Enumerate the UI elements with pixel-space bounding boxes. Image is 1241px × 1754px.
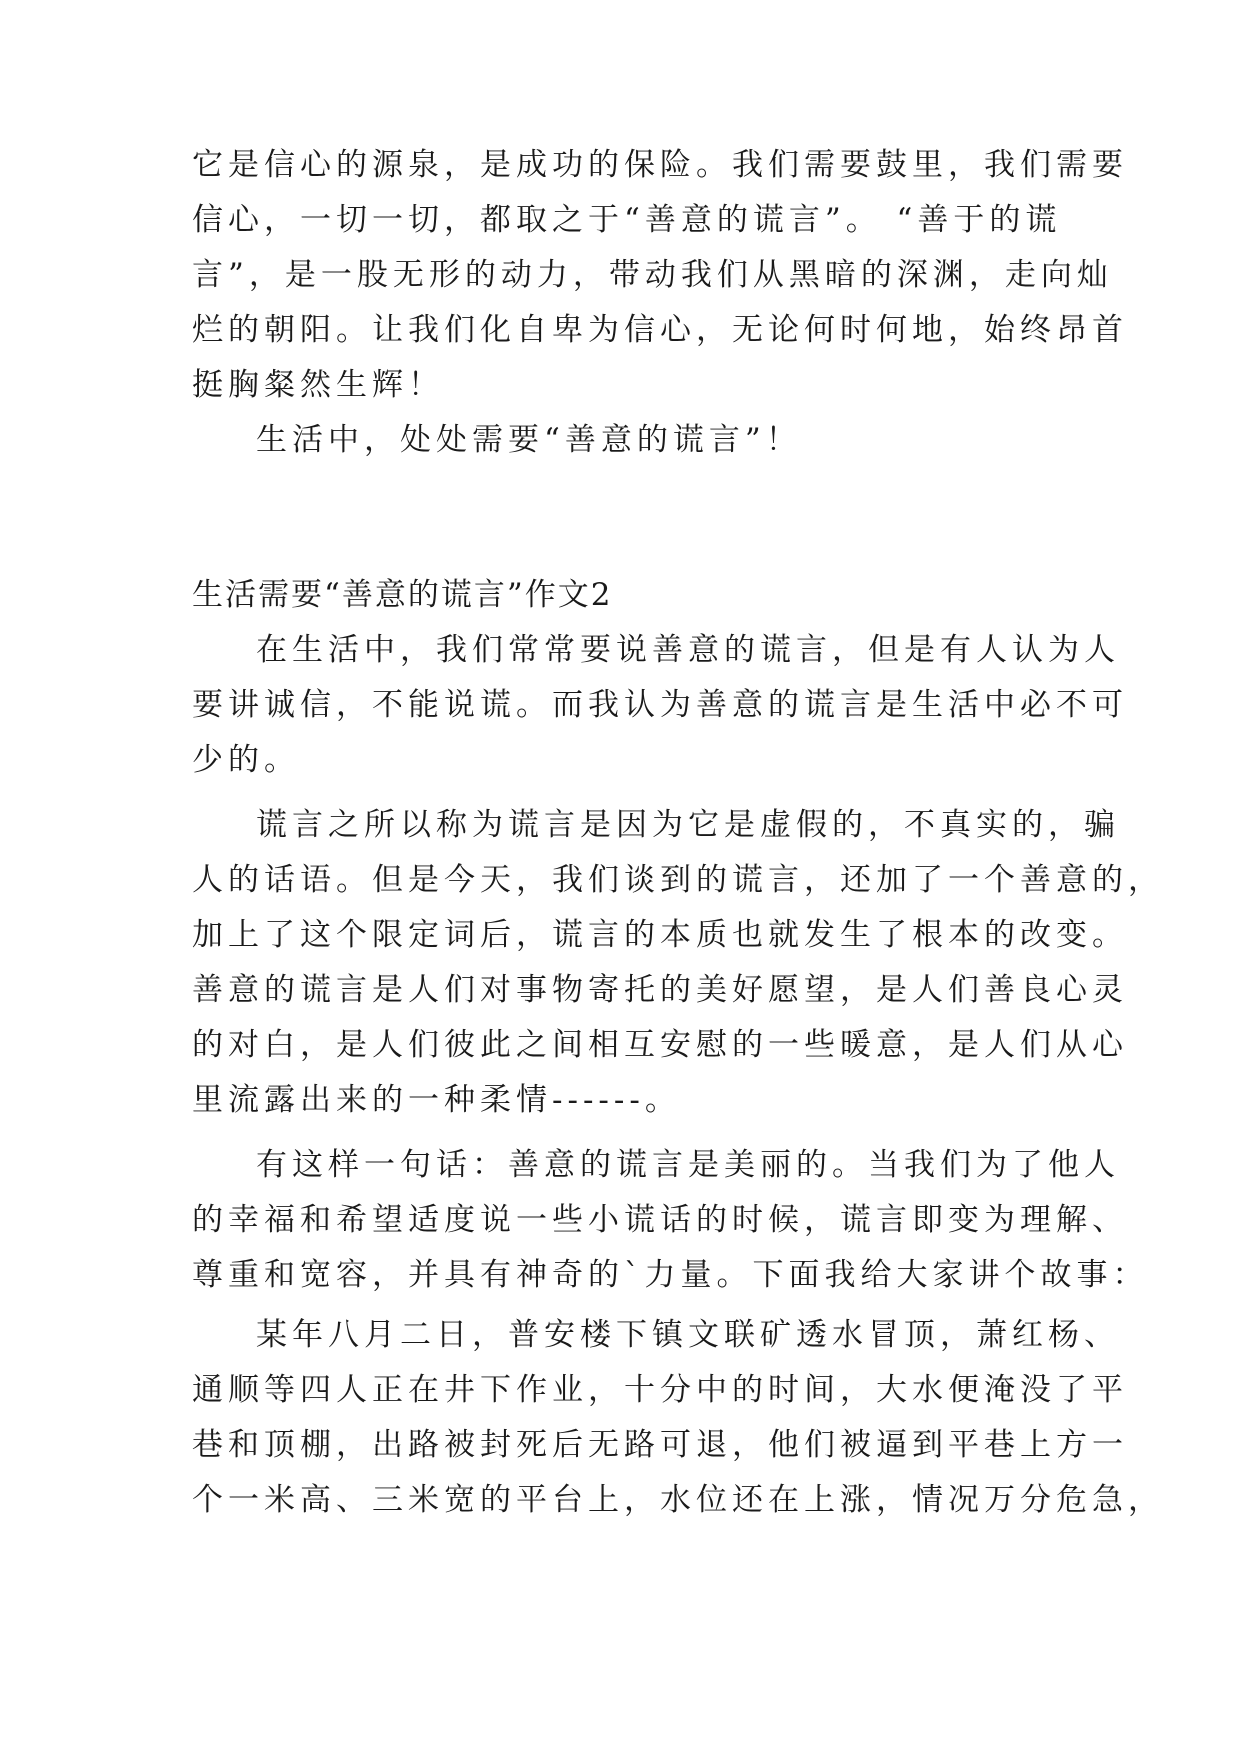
paragraph-line: 加上了这个限定词后，谎言的本质也就发生了根本的改变。 [192, 917, 1128, 953]
paragraph-line: 谎言之所以称为谎言是因为它是虚假的，不真实的，骗 [256, 807, 1120, 843]
paragraph-line: 烂的朝阳。让我们化自卑为信心，无论何时何地，始终昂首 [192, 312, 1128, 348]
paragraph-line: 尊重和宽容，并具有神奇的`力量。下面我给大家讲个故事： [192, 1257, 1149, 1293]
paragraph-line: 巷和顶棚，出路被封死后无路可退，他们被逼到平巷上方一 [192, 1427, 1128, 1463]
paragraph-line: 言”，是一股无形的动力，带动我们从黑暗的深渊，走向灿 [192, 257, 1113, 293]
paragraph-line: 生活中，处处需要“善意的谎言”！ [256, 422, 802, 458]
paragraph-line: 少的。 [192, 742, 300, 778]
paragraph-line: 它是信心的源泉，是成功的保险。我们需要鼓里，我们需要 [192, 147, 1128, 183]
paragraph-line: 某年八月二日，普安楼下镇文联矿透水冒顶，萧红杨、 [256, 1317, 1120, 1353]
paragraph-line: 有这样一句话：善意的谎言是美丽的。当我们为了他人 [256, 1147, 1120, 1183]
paragraph-line: 善意的谎言是人们对事物寄托的美好愿望，是人们善良心灵 [192, 972, 1128, 1008]
paragraph-line: 在生活中，我们常常要说善意的谎言，但是有人认为人 [256, 632, 1120, 668]
paragraph-line: 的对白，是人们彼此之间相互安慰的一些暖意，是人们从心 [192, 1027, 1128, 1063]
paragraph-line: 人的话语。但是今天，我们谈到的谎言，还加了一个善意的， [192, 862, 1164, 898]
paragraph-line: 挺胸粲然生辉！ [192, 367, 444, 403]
paragraph-line: 要讲诚信，不能说谎。而我认为善意的谎言是生活中必不可 [192, 687, 1128, 723]
paragraph-line: 里流露出来的一种柔情------。 [192, 1082, 681, 1118]
paragraph-line: 信心，一切一切，都取之于“善意的谎言”。 “善于的谎 [192, 202, 1062, 238]
paragraph-line: 通顺等四人正在井下作业，十分中的时间，大水便淹没了平 [192, 1372, 1128, 1408]
paragraph-line: 的幸福和希望适度说一些小谎话的时候，谎言即变为理解、 [192, 1202, 1128, 1238]
paragraph-line: 个一米高、三米宽的平台上，水位还在上涨，情况万分危急， [192, 1482, 1164, 1518]
section-title: 生活需要“善意的谎言”作文2 [192, 577, 613, 613]
